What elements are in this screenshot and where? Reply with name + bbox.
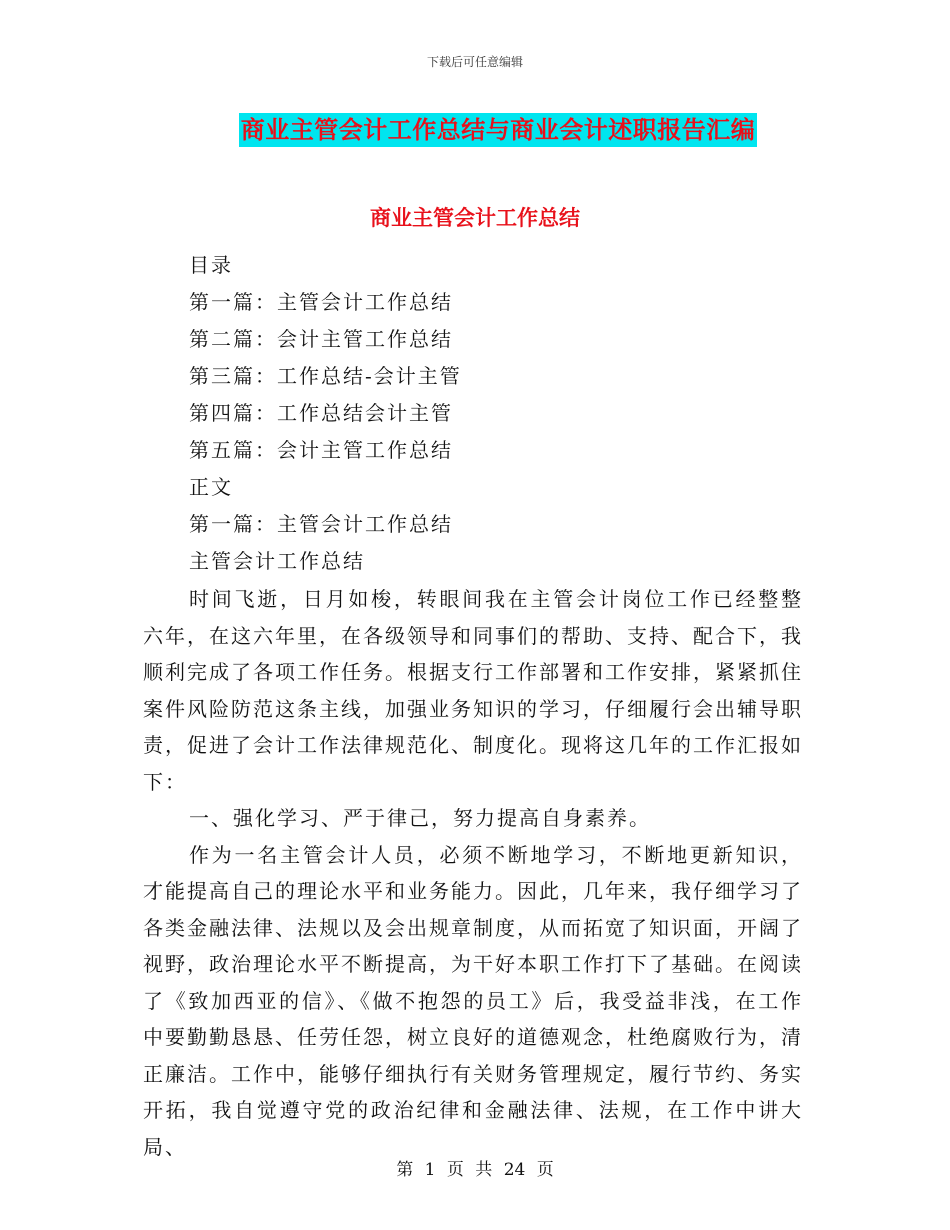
chapter-heading: 第一篇：主管会计工作总结 xyxy=(189,512,453,536)
page-number-footer: 第 1 页 共 24 页 xyxy=(396,1160,554,1180)
toc-item: 第一篇：主管会计工作总结 xyxy=(189,290,453,314)
toc-item: 第二篇：会计主管工作总结 xyxy=(189,327,453,351)
article-title: 主管会计工作总结 xyxy=(189,549,365,573)
table-of-contents xyxy=(189,247,462,580)
section-heading: 一、强化学习、严于律己，努力提高自身素养。 xyxy=(189,806,651,830)
page-header-note: 下载后可任意编辑 xyxy=(426,55,523,69)
toc-item: 第四篇：工作总结会计主管 xyxy=(189,401,453,425)
document-main-title: 商业主管会计工作总结与商业会计述职报告汇编 xyxy=(239,113,758,147)
body-heading: 正文 xyxy=(189,475,233,499)
toc-heading: 目录 xyxy=(189,253,233,277)
section-title: 商业主管会计工作总结 xyxy=(370,206,580,230)
body-text xyxy=(143,581,803,1165)
main-title-container xyxy=(0,113,950,147)
toc-item: 第五篇：会计主管工作总结 xyxy=(189,438,453,462)
paragraph: 作为一名主管会计人员，必须不断地学习，不断地更新知识，才能提高自己的理论水平和业务能力。因此，几年来，我仔细学习了各类金融法律、法规以及会出规章制度，从而拓宽了知识面，开阔了视野，政治理论水平不断提高，为干好本职工作打下了基础。在阅读了《致加西亚的信》、《做不抱怨的员工》后，我受益非浅，在工作中要勤勤恳恳、任劳任怨，树立良好的道德观念，杜绝腐败行为，清正廉洁。工作中，能够仔细执行有关财务管理规定，履行节约、务实开拓，我自觉遵守党的政治纪律和金融法律、法规，在工作中讲大局、 xyxy=(143,842,803,1159)
paragraph: 时间飞逝，日月如梭，转眼间我在主管会计岗位工作已经整整六年，在这六年里，在各级领导和同事们的帮助、支持、配合下，我顺利完成了各项工作任务。根据支行工作部署和工作安排，紧紧抓住案件风险防范这条主线，加强业务知识的学习，仔细履行会出辅导职责，促进了会计工作法律规范化、制度化。现将这几年的工作汇报如下： xyxy=(143,587,803,794)
toc-item: 第三篇：工作总结-会计主管 xyxy=(189,364,462,388)
